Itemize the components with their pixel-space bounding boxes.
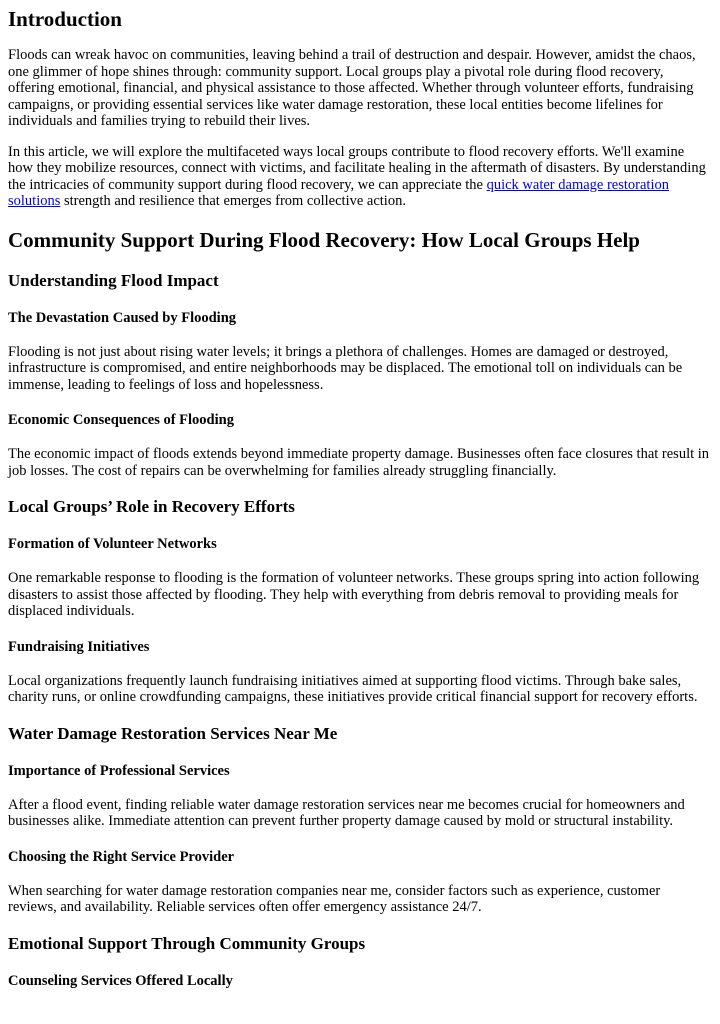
paragraph-fundraising: Local organizations frequently launch fundraising initiatives aimed at supporting flood victims. Through bake sales, charity runs, or online crowdfunding campaigns, these initiatives provide critical financial support for recovery efforts. xyxy=(8,672,698,705)
paragraph-economic: The economic impact of floods extends beyond immediate property damage. Businesses often face closures that result in job losses. The cost of repairs can be overwhelming for families already struggling financially. xyxy=(8,446,710,479)
article-title: Community Support During Flood Recovery: How Local Groups Help xyxy=(8,227,640,252)
paragraph-choosing-provider: When searching for water damage restoration companies near me, consider factors such as experience, customer reviews, and availability. Reliable services often offer emergency assistance 24/7. xyxy=(8,882,661,915)
paragraph-volunteer-networks: One remarkable response to flooding is the formation of volunteer networks. These groups spring into action following disasters to assist those affected by flooding. They help with everything from debris removal to providing meals for displaced individuals. xyxy=(8,570,700,619)
intro-paragraph-1: Floods can wreak havoc on communities, leaving behind a trail of destruction and despair. However, amidst the chaos, one glimmer of hope shines through: community support. Local groups play a pivotal role during flood recovery, offering emotional, financial, and physical assistance to those affected. Whether through volunteer efforts, fundraising campaigns, or providing essential services like water damage restoration, these local entities become lifelines for individuals and families trying to rebuild their lives. xyxy=(8,47,696,129)
subheading-choosing-provider: Choosing the Right Service Provider xyxy=(8,848,235,865)
subheading-volunteer-networks: Formation of Volunteer Networks xyxy=(8,536,217,552)
subheading-devastation: The Devastation Caused by Flooding xyxy=(8,309,237,326)
section-heading-local-groups: Local Groups’ Role in Recovery Efforts xyxy=(8,497,295,516)
subheading-professional-services: Importance of Professional Services xyxy=(8,762,230,779)
intro-paragraph-2-start: In this article, we will explore the multifaceted ways local groups contribute to flood recovery efforts. We'll examine how they mobilize resources, connect with victims, and facilitate healing in the aftermath of disasters. By understanding the intricacies of community support during flood recovery, we can appreciate the xyxy=(8,143,706,193)
paragraph-professional-services: After a flood event, finding reliable water damage restoration services near me becomes crucial for homeowners and businesses alike. Immediate attention can prevent further property damage caused by mold or structural instability. xyxy=(8,796,685,829)
subheading-economic: Economic Consequences of Flooding xyxy=(8,412,234,428)
subheading-fundraising: Fundraising Initiatives xyxy=(8,638,150,655)
section-heading-flood-impact: Understanding Flood Impact xyxy=(8,270,219,290)
section-heading-restoration: Water Damage Restoration Services Near Me xyxy=(8,723,338,743)
section-heading-emotional-support: Emotional Support Through Community Groups xyxy=(8,933,366,953)
intro-paragraph-2 xyxy=(8,144,712,210)
intro-heading: Introduction xyxy=(8,7,122,31)
article xyxy=(0,7,720,990)
subheading-counseling: Counseling Services Offered Locally xyxy=(8,972,233,989)
paragraph-devastation: Flooding is not just about rising water levels; it brings a plethora of challenges. Homes are damaged or destroyed, infrastructure is compromised, and entire neighborhoods may be displaced. The emotional toll on individuals can be immense, leading to feelings of loss and hopelessness. xyxy=(8,343,683,393)
restoration-solutions-link[interactable]: quick water damage restoration solutions xyxy=(8,176,669,209)
intro-paragraph-2-end: strength and resilience that emerges from collective action. xyxy=(60,193,406,209)
